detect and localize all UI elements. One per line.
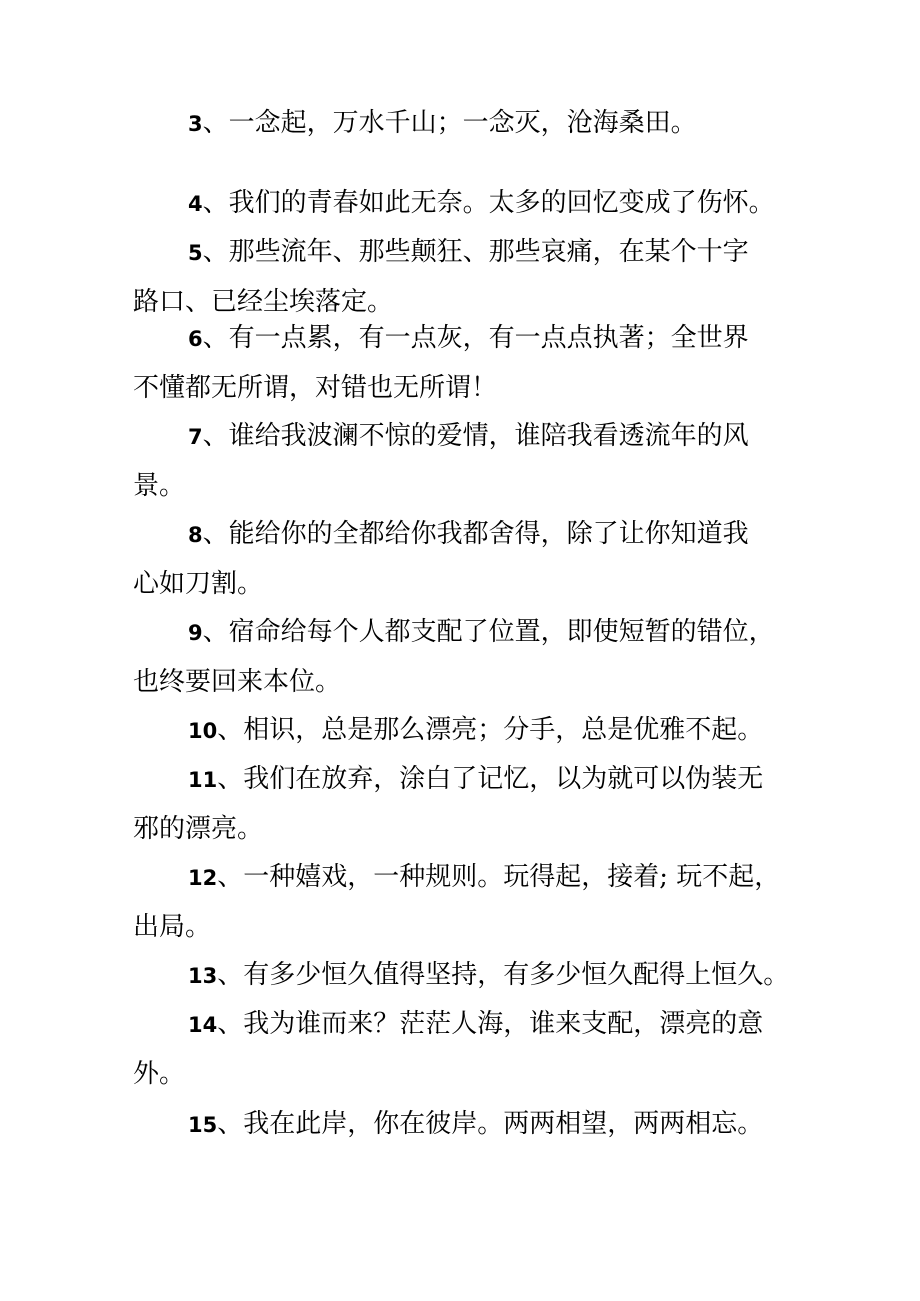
item-text: 、能给你的全都给你我都舍得，除了让你知道我 xyxy=(202,519,749,549)
item-number: 3 xyxy=(188,112,203,136)
item-number: 7 xyxy=(188,425,203,449)
item-number: 6 xyxy=(188,327,203,351)
list-item xyxy=(133,608,803,707)
list-item-line1 xyxy=(133,853,803,903)
list-item-line2: 邪的漂亮。 xyxy=(133,814,264,844)
list-item xyxy=(133,1000,803,1099)
item-text: 、我在此岸，你在彼岸。两两相望，两两相忘。 xyxy=(217,1109,764,1139)
list-item-line1 xyxy=(133,99,803,149)
item-text: 、相识，总是那么漂亮；分手，总是优雅不起。 xyxy=(217,715,764,745)
item-text: 、有一点累，有一点灰，有一点点执著；全世界 xyxy=(202,323,749,353)
item-text: 、有多少恒久值得坚持，有多少恒久配得上恒久。 xyxy=(217,960,790,990)
list-item-line1 xyxy=(133,755,803,805)
item-text: 、一念起，万水千山；一念灭，沧海桑田。 xyxy=(202,108,697,138)
item-number: 14 xyxy=(188,1013,218,1037)
list-item-line2: 不懂都无所谓，对错也无所谓！ xyxy=(133,373,498,403)
list-item xyxy=(133,755,803,854)
list-item-line1 xyxy=(133,510,803,560)
item-text: 、我们的青春如此无奈。太多的回忆变成了伤怀。 xyxy=(202,188,775,218)
item-text: 、我为谁而来？茫茫人海，谁来支配，漂亮的意 xyxy=(217,1009,764,1039)
list-item xyxy=(133,179,803,229)
list-item-line2: 也终要回来本位。 xyxy=(133,667,342,697)
item-number: 5 xyxy=(188,241,203,265)
item-number: 4 xyxy=(188,192,203,216)
item-number: 11 xyxy=(188,768,218,792)
list-item xyxy=(133,1100,803,1150)
list-item-line1 xyxy=(133,1100,803,1150)
list-item-line1 xyxy=(133,608,803,658)
item-number: 13 xyxy=(188,964,218,988)
item-number: 8 xyxy=(188,523,203,547)
item-text: 、一种嬉戏，一种规则。玩得起，接着; 玩不起， xyxy=(217,862,781,892)
list-item xyxy=(133,510,803,609)
item-number: 10 xyxy=(188,719,218,743)
list-item-line1 xyxy=(133,314,803,364)
list-item xyxy=(133,853,803,952)
list-item-line2: 路口、已经尘埃落定。 xyxy=(133,287,394,317)
item-text: 、谁给我波澜不惊的爱情，谁陪我看透流年的风 xyxy=(202,421,749,451)
list-item xyxy=(133,412,803,511)
item-number: 15 xyxy=(188,1113,218,1137)
list-item xyxy=(133,99,803,149)
list-item-line1 xyxy=(133,228,803,278)
list-item xyxy=(133,951,803,1001)
item-text: 、那些流年、那些颠狂、那些哀痛，在某个十字 xyxy=(202,237,749,267)
item-number: 12 xyxy=(188,866,218,890)
list-item xyxy=(133,228,803,327)
list-item xyxy=(133,314,803,413)
item-text: 、宿命给每个人都支配了位置，即使短暂的错位， xyxy=(202,617,775,647)
list-item-line2: 出局。 xyxy=(133,912,212,942)
list-item-line1 xyxy=(133,412,803,462)
item-number: 9 xyxy=(188,621,203,645)
item-text: 、我们在放弃，涂白了记忆，以为就可以伪装无 xyxy=(217,764,764,794)
list-item-line1 xyxy=(133,951,803,1001)
list-item-line2: 心如刀割。 xyxy=(133,569,264,599)
list-item-line2: 景。 xyxy=(133,471,186,501)
list-item-line2: 外。 xyxy=(133,1059,186,1089)
list-item xyxy=(133,706,803,756)
list-item-line1 xyxy=(133,1000,803,1050)
list-item-line1 xyxy=(133,706,803,756)
list-item-line1 xyxy=(133,179,803,229)
